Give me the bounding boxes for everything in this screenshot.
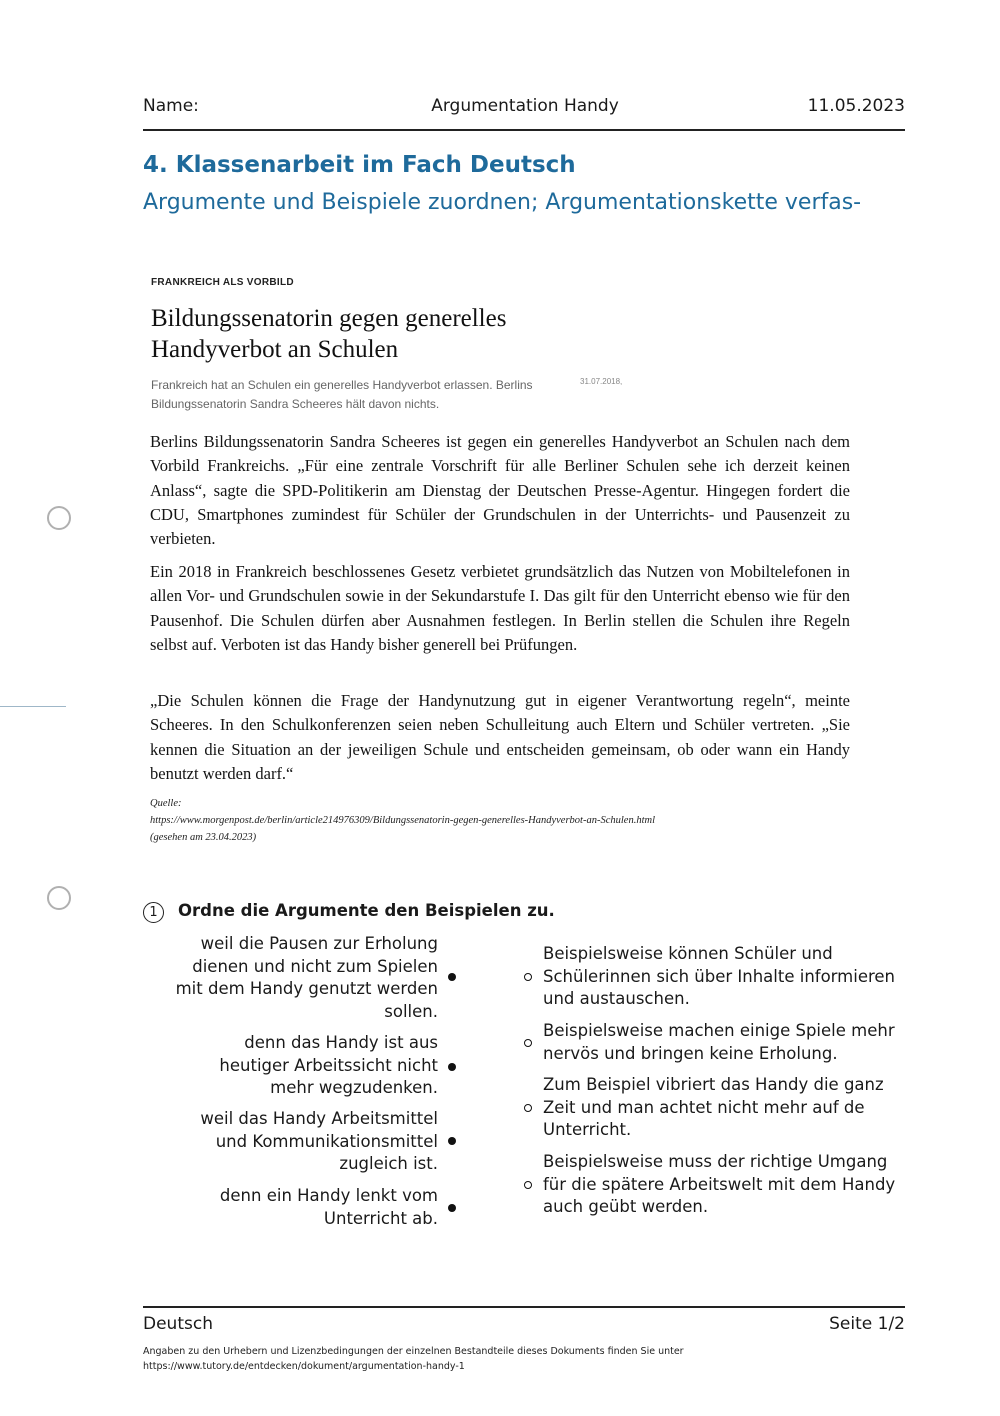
argument-connector-dot[interactable] (448, 1137, 456, 1145)
example-connector-ring[interactable] (524, 1039, 532, 1047)
argument-item: weil die Pausen zur Erholung dienen und nicht zum Spielen mit dem Handy genutzt werden sollen. (175, 934, 438, 1021)
header-divider (143, 129, 905, 131)
punch-hole-mark (47, 886, 71, 910)
argument-connector-dot[interactable] (448, 1204, 456, 1212)
license-credits-link[interactable]: https://www.tutory.de/entdecken/dokument/argumentation-handy-1 (143, 1361, 465, 1372)
argument-item: denn ein Handy lenkt vom Unterricht ab. (219, 1186, 438, 1228)
argument-item: weil das Handy Arbeitsmittel und Kommunikationsmittel zugleich ist. (200, 1109, 438, 1173)
license-credits-line: Angaben zu den Urhebern und Lizenzbedingungen der einzelnen Bestandteile dieses Dokuments finden Sie unter (143, 1346, 684, 1357)
task-instruction: Ordne die Argumente den Beispielen zu. (178, 901, 555, 920)
punch-hole-mark (47, 506, 71, 530)
article-date: 31.07.2018, (580, 377, 623, 386)
exam-title: 4. Klassenarbeit im Fach Deutsch (143, 152, 576, 178)
argument-item: denn das Handy ist aus heutiger Arbeitssicht nicht mehr wegzudenken. (219, 1033, 438, 1097)
example-item: Beispielsweise machen einige Spiele mehr nervös und bringen keine Erholung. (543, 1021, 895, 1063)
article-paragraph: Berlins Bildungssenatorin Sandra Scheeres ist gegen ein generelles Handyverbot an Schulen nach dem Vorbild Frankreichs. „Für eine zentrale Vorschrift für alle Berliner Schulen sehe ich derzeit keinen Anlass“, sagte die SPD-Politikerin am Dienstag der Deutschen Presse-Agentur. Hingegen fordert die CDU, Smartphones zumindest für Schüler der Grundschulen in der Unterrichts- und Pausenzeit zu verbieten. (150, 432, 850, 549)
article-lead-line: Frankreich hat an Schulen ein generelles Handyverbot erlassen. Berlins (151, 378, 533, 392)
example-item: Beispielsweise können Schüler und Schülerinnen sich über Inhalte informieren und austauschen. (543, 944, 896, 1008)
footer-divider (143, 1306, 905, 1308)
argument-connector-dot[interactable] (448, 973, 456, 981)
article-kicker: FRANKREICH ALS VORBILD (151, 277, 294, 288)
exam-subtitle: Argumente und Beispiele zuordnen; Argumentationskette verfas- (143, 190, 862, 215)
source-url: https://www.morgenpost.de/berlin/article214976309/Bildungssenatorin-gegen-generelles-Handyverbot-an-Schulen.html (150, 815, 655, 826)
source-label: Quelle: (150, 798, 182, 809)
name-label: Name: (143, 96, 199, 116)
footer-subject: Deutsch (143, 1314, 213, 1334)
article-lead-line: Bildungssenatorin Sandra Scheeres hält davon nichts. (151, 397, 440, 411)
article-headline (151, 303, 611, 365)
example-connector-ring[interactable] (524, 1181, 532, 1189)
article-paragraph: „Die Schulen können die Frage der Handynutzung gut in eigener Verantwortung regeln“, meinte Scheeres. In den Schulkonferenzen seien neben Schulleitung auch Eltern und Schüler vertreten. „Sie kennen die Situation an der jeweiligen Schule und entscheiden gemeinsam, ob oder wann ein Handy benutzt werden darf.“ (150, 691, 850, 783)
example-connector-ring[interactable] (524, 1104, 532, 1112)
argument-connector-dot[interactable] (448, 1063, 456, 1071)
article-headline-line: Handyverbot an Schulen (151, 336, 399, 363)
license-credits (143, 1344, 843, 1374)
article-lead (151, 376, 571, 414)
fold-mark (0, 706, 66, 707)
example-item: Beispielsweise muss der richtige Umgang für die spätere Arbeitswelt mit dem Handy auch geübt werden. (543, 1152, 896, 1216)
example-connector-ring[interactable] (524, 973, 532, 981)
example-item: Zum Beispiel vibriert das Handy die ganz Zeit und man achtet nicht mehr auf de Unterricht. (543, 1075, 884, 1139)
task-number-badge: 1 (143, 902, 164, 923)
article-paragraph: Ein 2018 in Frankreich beschlossenes Gesetz verbietet grundsätzlich das Nutzen von Mobiltelefonen in allen Vor- und Grundschulen sowie in der Sekundarstufe I. Das gilt für den Unterricht ebenso wie für den Pausenhof. Die Schulen dürfen aber Ausnahmen festlegen. In Berlin stellen die Schulen ihre Regeln selbst auf. Verboten ist das Handy bisher generell bei Prüfungen. (150, 562, 850, 654)
source-seen-date: (gesehen am 23.04.2023) (150, 832, 257, 843)
document-date: 11.05.2023 (807, 96, 905, 116)
page-number: Seite 1/2 (829, 1314, 905, 1334)
document-title: Argumentation Handy (431, 96, 619, 116)
article-headline-line: Bildungssenatorin gegen generelles (151, 305, 507, 332)
